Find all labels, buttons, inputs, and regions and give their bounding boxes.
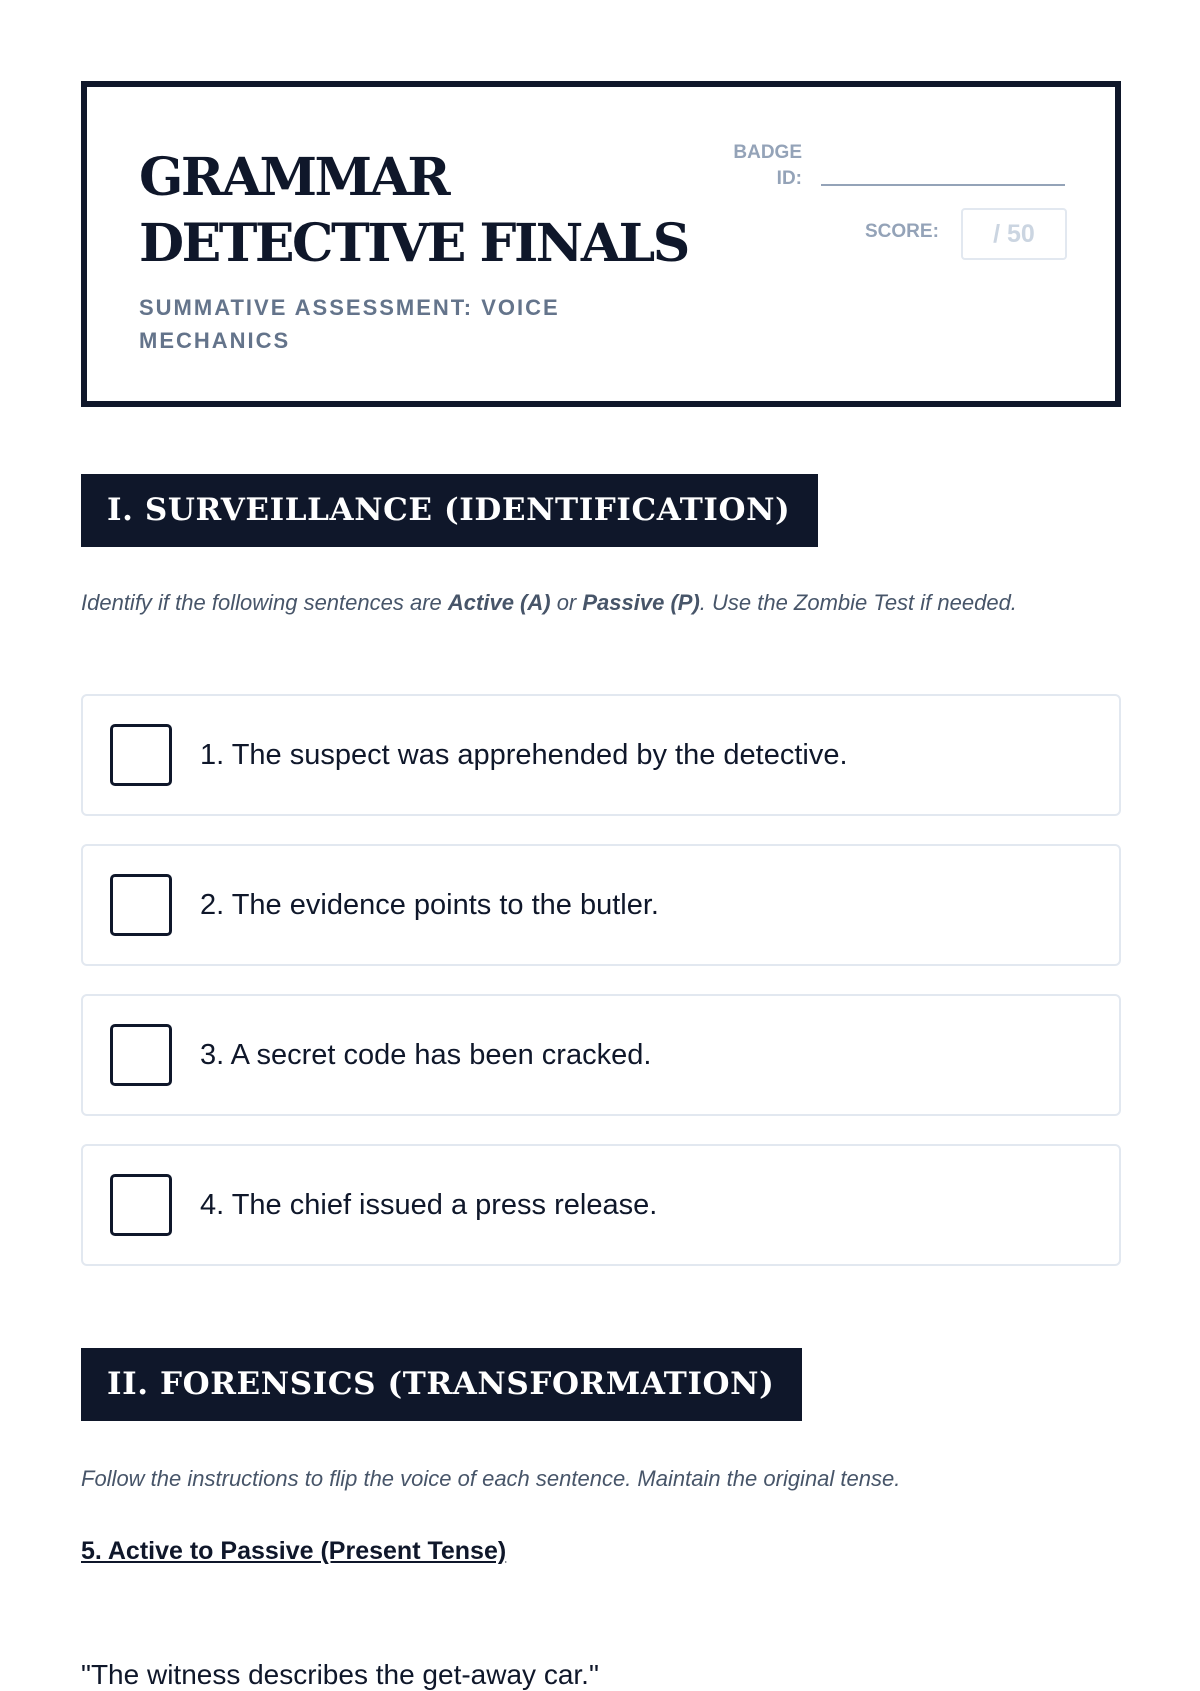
- question-row-4: [81, 1144, 1121, 1266]
- question-5-sentence: "The witness describes the get-away car.": [81, 1659, 599, 1690]
- section1-instructions: [81, 586, 1081, 619]
- score-label: SCORE:: [865, 221, 939, 242]
- badge-id-label: BADGE ID:: [733, 142, 802, 189]
- header-card: [81, 81, 1121, 407]
- badge-id-field: [721, 140, 1056, 194]
- answer-checkbox-2[interactable]: [110, 874, 172, 936]
- section-heading-forensics: II. FORENSICS (TRANSFORMATION): [81, 1348, 802, 1421]
- question-text-2: 2. The evidence points to the butler.: [200, 888, 659, 921]
- question-text-3: 3. A secret code has been cracked.: [200, 1038, 652, 1071]
- question-row-3: [81, 994, 1121, 1116]
- passive-term: Passive (P): [582, 590, 700, 615]
- page-title: GRAMMAR DETECTIVE FINALS: [139, 147, 688, 274]
- question-row-2: [81, 844, 1121, 966]
- worksheet-page: [81, 81, 1121, 1690]
- instructions-text: or: [550, 590, 583, 615]
- score-box[interactable]: / 50: [961, 208, 1067, 260]
- question-text-4: 4. The chief issued a press release.: [200, 1188, 658, 1221]
- question-row-1: [81, 694, 1121, 816]
- section-heading-surveillance: I. SURVEILLANCE (IDENTIFICATION): [81, 474, 818, 547]
- instructions-text: Identify if the following sentences are: [81, 590, 448, 615]
- active-term: Active (A): [447, 590, 551, 615]
- title-block: [139, 145, 699, 357]
- instructions-text: . Use the Zombie Test if needed.: [699, 590, 1017, 615]
- answer-checkbox-4[interactable]: [110, 1174, 172, 1236]
- question-5-heading: 5. Active to Passive (Present Tense): [81, 1537, 507, 1565]
- answer-checkbox-3[interactable]: [110, 1024, 172, 1086]
- badge-id-input-line[interactable]: [821, 184, 1065, 186]
- page-subtitle: SUMMATIVE ASSESSMENT: VOICE MECHANICS: [139, 295, 560, 353]
- question-text-1: 1. The suspect was apprehended by the detective.: [200, 738, 848, 771]
- answer-checkbox-1[interactable]: [110, 724, 172, 786]
- section2-instructions: Follow the instructions to flip the voice of each sentence. Maintain the original tense.: [81, 1466, 901, 1491]
